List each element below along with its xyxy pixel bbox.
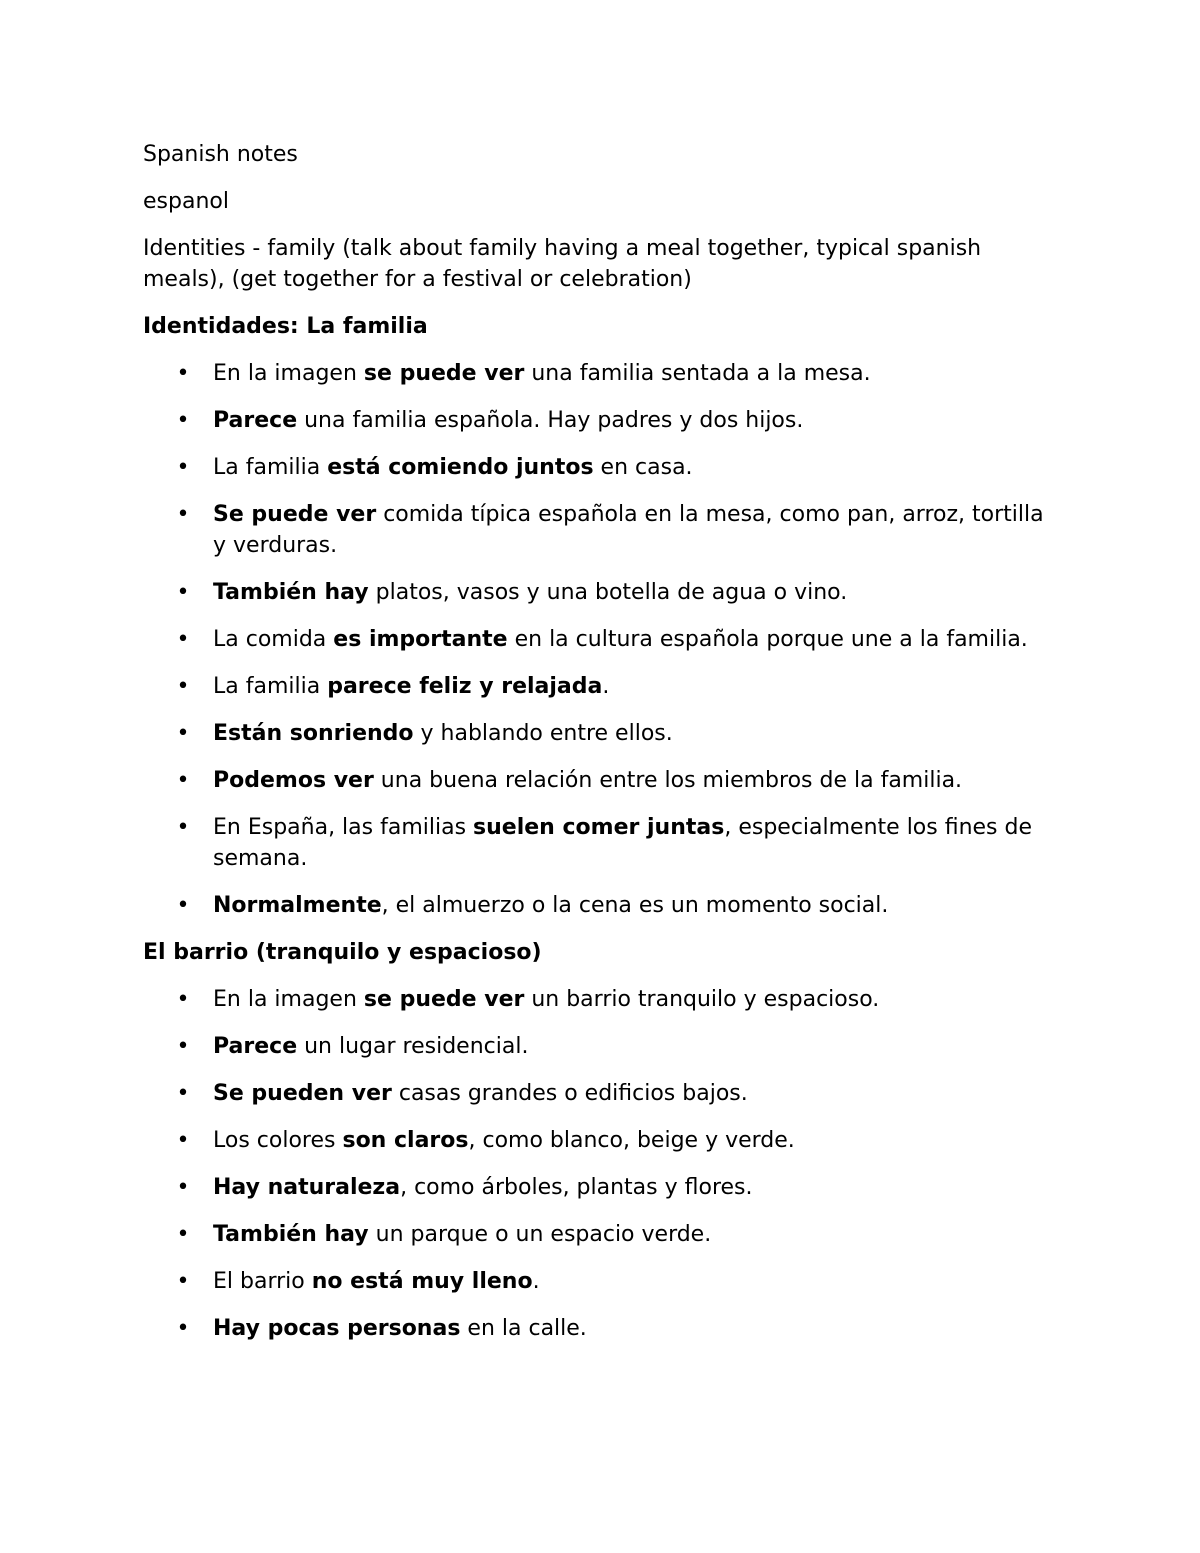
text-run: en la calle. [460, 1316, 587, 1341]
text-run: una buena relación entre los miembros de la familia. [373, 768, 963, 793]
bullet-icon: • [176, 502, 190, 527]
list-item [143, 1313, 1063, 1344]
list-item [143, 499, 1063, 561]
text-run: En la imagen [213, 987, 364, 1012]
text-run: La comida [213, 627, 334, 652]
text-run: El barrio [213, 1269, 312, 1294]
bullet-icon: • [176, 987, 190, 1012]
text-run: , el almuerzo o la cena es un momento social. [381, 893, 889, 918]
text-run: casas grandes o edificios bajos. [391, 1081, 748, 1106]
list-item [143, 405, 1063, 436]
text-run: un parque o un espacio verde. [368, 1222, 712, 1247]
bold-phrase: son claros [342, 1128, 469, 1153]
bullet-icon: • [176, 408, 190, 433]
bullet-icon: • [176, 1175, 190, 1200]
bold-phrase: Normalmente [213, 893, 382, 918]
list-item [143, 718, 1063, 749]
bullet-icon: • [176, 1081, 190, 1106]
list-item [143, 1266, 1063, 1297]
bold-phrase: También hay [213, 580, 369, 605]
bold-phrase: no está muy lleno [311, 1269, 533, 1294]
bullet-icon: • [176, 721, 190, 746]
document-subtitle: espanol [143, 189, 229, 214]
list-item [143, 1031, 1063, 1062]
bullet-icon: • [176, 674, 190, 699]
bullet-icon: • [176, 768, 190, 793]
text-run: La familia [213, 455, 328, 480]
bold-phrase: Podemos ver [213, 768, 374, 793]
bold-phrase: se puede ver [363, 361, 525, 386]
bold-phrase: Parece [213, 408, 298, 433]
bullet-icon: • [176, 455, 190, 480]
text-run: , como árboles, plantas y flores. [400, 1175, 753, 1200]
bold-phrase: suelen comer juntas [473, 815, 725, 840]
text-run: y hablando entre ellos. [413, 721, 673, 746]
bold-phrase: Están sonriendo [213, 721, 414, 746]
text-run: en la cultura española porque une a la familia. [507, 627, 1028, 652]
bullet-list [143, 984, 1063, 1344]
text-run: una familia sentada a la mesa. [524, 361, 871, 386]
text-run: platos, vasos y una botella de agua o vino. [368, 580, 848, 605]
bold-phrase: parece feliz y relajada [327, 674, 603, 699]
bullet-icon: • [176, 815, 190, 840]
bold-phrase: Parece [213, 1034, 298, 1059]
list-item [143, 452, 1063, 483]
bold-phrase: se puede ver [363, 987, 525, 1012]
list-item [143, 671, 1063, 702]
bullet-icon: • [176, 1034, 190, 1059]
bold-phrase: Hay pocas personas [213, 1316, 461, 1341]
bullet-icon: • [176, 1128, 190, 1153]
document-title: Spanish notes [143, 142, 298, 167]
bullet-icon: • [176, 627, 190, 652]
list-item [143, 1078, 1063, 1109]
section-heading: Identidades: La familia [143, 314, 428, 339]
list-item [143, 1219, 1063, 1250]
text-run: , especialmente los fines de semana. [213, 815, 1033, 871]
list-item [143, 1172, 1063, 1203]
section-heading: El barrio (tranquilo y espacioso) [143, 940, 542, 965]
list-item [143, 577, 1063, 608]
text-run: un lugar residencial. [297, 1034, 529, 1059]
list-item [143, 358, 1063, 389]
bold-phrase: es importante [333, 627, 508, 652]
sections-container [143, 311, 1063, 1344]
list-item [143, 1125, 1063, 1156]
bold-phrase: Se pueden ver [213, 1081, 392, 1106]
intro-paragraph: Identities - family (talk about family having a meal together, typical spanish meals), (get together for a festival or celebration) [143, 236, 982, 292]
bullet-icon: • [176, 580, 190, 605]
text-run: En la imagen [213, 361, 364, 386]
bold-phrase: está comiendo juntos [327, 455, 594, 480]
bullet-icon: • [176, 361, 190, 386]
bold-phrase: Se puede ver [213, 502, 377, 527]
bold-phrase: También hay [213, 1222, 369, 1247]
list-item [143, 812, 1063, 874]
text-run: , como blanco, beige y verde. [468, 1128, 795, 1153]
list-item [143, 765, 1063, 796]
bullet-icon: • [176, 1222, 190, 1247]
text-run: En España, las familias [213, 815, 474, 840]
list-item [143, 890, 1063, 921]
list-item [143, 624, 1063, 655]
text-run: . [602, 674, 610, 699]
text-run: una familia española. Hay padres y dos hijos. [297, 408, 804, 433]
text-run: en casa. [593, 455, 693, 480]
text-run: La familia [213, 674, 328, 699]
text-run: Los colores [213, 1128, 343, 1153]
list-item [143, 984, 1063, 1015]
text-run: un barrio tranquilo y espacioso. [524, 987, 880, 1012]
bullet-icon: • [176, 893, 190, 918]
bold-phrase: Hay naturaleza [213, 1175, 401, 1200]
text-run: . [532, 1269, 540, 1294]
bullet-list [143, 358, 1063, 921]
bullet-icon: • [176, 1269, 190, 1294]
document-page [143, 139, 1063, 1360]
text-run: comida típica española en la mesa, como pan, arroz, tortilla y verduras. [213, 502, 1044, 558]
bullet-icon: • [176, 1316, 190, 1341]
